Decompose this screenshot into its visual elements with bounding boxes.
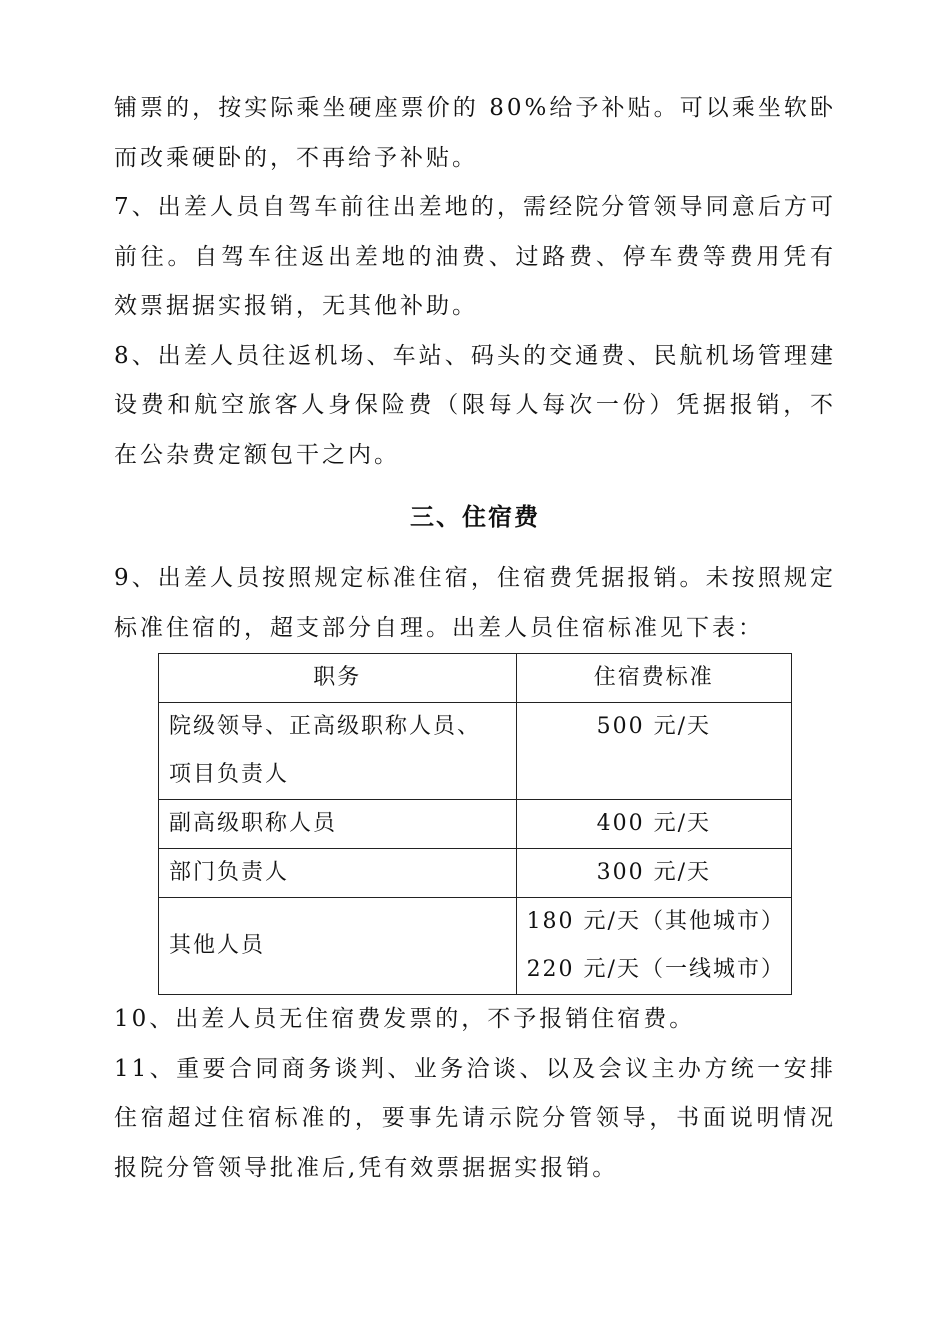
standard-cell — [516, 849, 791, 898]
position-line: 院级领导、正高级职称人员、 — [169, 714, 482, 739]
position-cell — [159, 703, 517, 800]
table-row — [159, 898, 792, 995]
standard-line: 300 元/天 — [596, 860, 711, 885]
paragraph-11: 11、重要合同商务谈判、业务洽谈、以及会议主办方统一安排住宿超过住宿标准的，要事先请示院分管领导，书面说明情况报院分管领导批准后,凭有效票据据实报销。 — [114, 1055, 836, 1181]
position-line: 副高级职称人员 — [169, 811, 338, 836]
standard-line: 180 元/天（其他城市） — [526, 909, 785, 934]
standard-cell — [516, 898, 791, 995]
standard-line: 500 元/天 — [596, 714, 711, 739]
table-row — [159, 703, 792, 800]
header-standard: 住宿费标准 — [516, 654, 791, 703]
position-cell — [159, 898, 517, 995]
position-cell — [159, 849, 517, 898]
document-page — [114, 84, 836, 1193]
standard-line: 220 元/天（一线城市） — [526, 957, 785, 982]
paragraph-8: 8、出差人员往返机场、车站、码头的交通费、民航机场管理建设费和航空旅客人身保险费（限每人每次一份）凭据报销，不在公杂费定额包干之内。 — [114, 342, 836, 468]
accommodation-standards-table — [158, 653, 792, 995]
section-heading-accommodation: 三、住宿费 — [410, 502, 540, 531]
paragraph-9: 9、出差人员按照规定标准住宿，住宿费凭据报销。未按照规定标准住宿的，超支部分自理。出差人员住宿标准见下表： — [114, 565, 836, 641]
table-row — [159, 800, 792, 849]
header-position: 职务 — [159, 654, 517, 703]
table-header-row — [159, 654, 792, 703]
standard-line: 400 元/天 — [596, 811, 711, 836]
paragraph-6-continued: 铺票的，按实际乘坐硬座票价的 80%给予补贴。可以乘坐软卧而改乘硬卧的，不再给予补贴。 — [114, 95, 836, 171]
position-line: 项目负责人 — [169, 762, 290, 787]
position-line: 其他人员 — [169, 933, 266, 958]
table-row — [159, 849, 792, 898]
position-line: 部门负责人 — [169, 860, 290, 885]
paragraph-7: 7、出差人员自驾车前往出差地的，需经院分管领导同意后方可前往。自驾车往返出差地的油费、过路费、停车费等费用凭有效票据据实报销，无其他补助。 — [114, 194, 836, 319]
standard-cell — [516, 703, 791, 800]
position-cell — [159, 800, 517, 849]
standard-cell — [516, 800, 791, 849]
paragraph-10: 10、出差人员无住宿费发票的，不予报销住宿费。 — [114, 1006, 696, 1032]
